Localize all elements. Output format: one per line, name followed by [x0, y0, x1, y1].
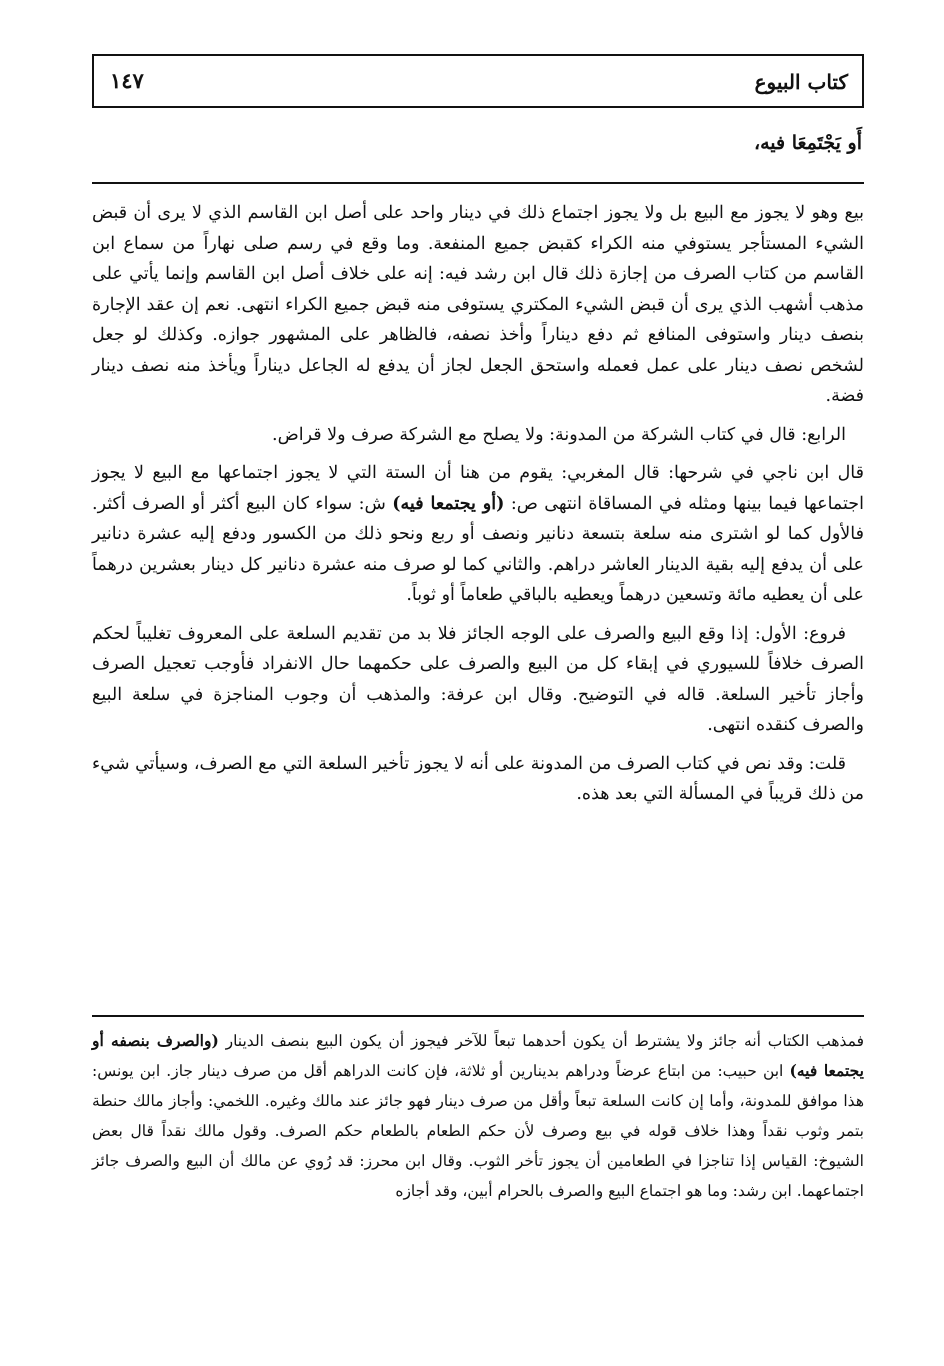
page-number: ١٤٧ [110, 68, 144, 93]
paragraph-5: قلت: وقد نص في كتاب الصرف من المدونة على أنه لا يجوز تأخير السلعة التي مع الصرف، وسيأتي شيء من ذلك قريباً في المسألة التي بعد هذه. [92, 753, 864, 804]
paragraph-3 [92, 458, 864, 611]
lower-part-a: فمذهب الكتاب أنه جائز ولا يشترط أن يكون أحدهما تبعاً للآخر فيجوز أن يكون البيع بنصف الدينار [218, 1032, 865, 1050]
footnote-divider [92, 1015, 864, 1017]
matn-quote: (أو يجتمعا فيه) [392, 493, 505, 514]
lower-paragraph [92, 1026, 864, 1206]
lower-matn-quote: (والصرف بنصفه أو يجتمعا فيه) [92, 1031, 864, 1080]
paragraph-1: بيع وهو لا يجوز مع البيع بل ولا يجوز اجتماع ذلك في دينار واحد على أصل ابن القاسم الذي لا يرى أن قبض الشيء المستأجر يستوفي منه الكراء كقبض جميع المنفعة. وما وقع في رسم صلى نهاراً من سماع ابن القاسم من كتاب الصرف من إجازة ذلك قال ابن رشد فيه: إنه على خلاف أصل ابن القاسم وإنما يأتي على مذهب أشهب الذي يرى أن قبض الشيء المكتري يستوفى منه قبض جميع الكراء انتهى. نعم إن عقد الإجارة بنصف دينار واستوفى المنافع ثم دفع ديناراً وأخذ نصفه، فالظاهر على المشهور جوازه. وكذلك لو جعل لشخص نصف دينار على عمل فعمله واستحق الجعل لجاز أن يدفع له الجاعل ديناراً ويأخذ منه نصف دينار فضة. [92, 203, 864, 406]
lower-part-b: ابن حبيب: من ابتاع عرضاً ودراهم بدينارين أو ثلاثة، فإن كانت الدراهم أقل من صرف دينار جاز. ابن يونس: هذا موافق للمدونة، وأما إن كانت السلعة تبعاً وأقل من صرف دينار فهو جائز عند مالك وغيره. اللخمي: وأجاز مالك حنطة بتمر وثوب نقداً وهذا خلاف قوله في بيع وصرف لأن حكم الطعام بالطعام حكم الصرف. وقول مالك نقداً قال بعض الشيوخ: القياس إذا تناجزا في الطعامين أن يجوز تأخر الثوب. وقال ابن محرز: قد رُوي عن مالك أن البيع والصرف جائز اجتماعهما. ابن رشد: وما هو اجتماع البيع والصرف بالحرام أبين، وقد أجازه [92, 1062, 864, 1200]
book-title: كتاب البيوع [754, 70, 848, 94]
top-divider [92, 182, 864, 184]
paragraph-2: الرابع: قال في كتاب الشركة من المدونة: ولا يصلح مع الشركة صرف ولا قراض. [272, 424, 846, 445]
paragraph-3-part-a: قال ابن ناجي في شرحها: قال المغربي: يقوم من هنا أن الستة التي لا يجوز اجتماعها مع البيع لا يجوز اجتماعها فيما بينها ومثله في المساقاة انتهى ص: [92, 463, 864, 514]
running-header [92, 54, 864, 108]
lower-commentary [92, 1026, 864, 1206]
commentary-body [92, 198, 864, 810]
matn-excerpt: أَو يَجْتَمِعَا فيه، [753, 132, 862, 154]
paragraph-3-part-b: ش: سواء كان البيع أكثر أو الصرف أكثر. فالأول كما لو اشترى منه سلعة بتسعة دنانير ونصف أو ربع ونحو ذلك من الكسور ودفع إليه عشرة دنانير على أن يدفع إليه بقية الدينار العاشر دراهم. والثاني كما لو صرف منه عشرة دنانير كل دينار بعشرين درهماً على أن يعطيه مائة وتسعين درهماً ويعطيه بالباقي طعاماً أو ثوباً. [92, 493, 864, 605]
paragraph-4: فروع: الأول: إذا وقع البيع والصرف على الوجه الجائز فلا بد من تقديم السلعة على المعروف تغليباً لحكم الصرف خلافاً للسيوري في إبقاء كل من البيع والصرف على حكمهما حال الانفراد فأوجب تعجيل الصرف وأجاز تأخير السلعة. قاله في التوضيح. وقال ابن عرفة: والمذهب أن وجوب المناجزة في سلعة البيع والصرف كنقده انتهى. [92, 623, 864, 735]
